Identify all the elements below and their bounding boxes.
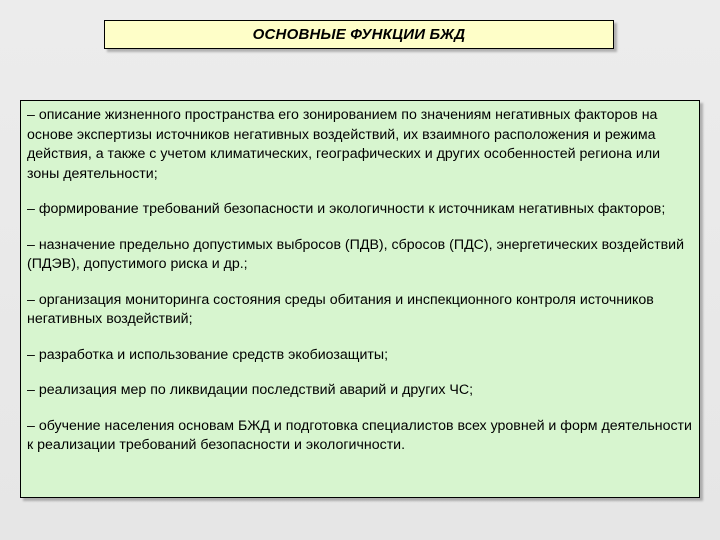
list-item: – описание жизненного пространства его зонированием по значениям негативных факторов на основе экспертизы источников негативных воздействий, их взаимного расположения и режима действия, а также с учетом климатических, географических и других особенностей региона или зоны деятельности; xyxy=(27,107,661,182)
list-item: – формирование требований безопасности и экологичности к источникам негативных факторов; xyxy=(27,201,666,217)
page-title: ОСНОВНЫЕ ФУНКЦИИ БЖД xyxy=(252,26,466,43)
functions-list xyxy=(20,100,700,498)
list-item: – реализация мер по ликвидации последствий аварий и других ЧС; xyxy=(27,382,474,398)
list-item: – обучение населения основам БЖД и подготовка специалистов всех уровней и форм деятельности к реализации требований безопасности и экологичности. xyxy=(27,417,692,453)
list-item: – назначение предельно допустимых выбросов (ПДВ), сбросов (ПДС), энергетических воздействий (ПДЭВ), допустимого риска и др.; xyxy=(27,236,685,272)
list-item: – разработка и использование средств экобиозащиты; xyxy=(27,346,389,363)
list-item: – организация мониторинга состояния среды обитания и инспекционного контроля источников негативных воздействий; xyxy=(27,291,654,327)
title-box xyxy=(104,20,614,49)
